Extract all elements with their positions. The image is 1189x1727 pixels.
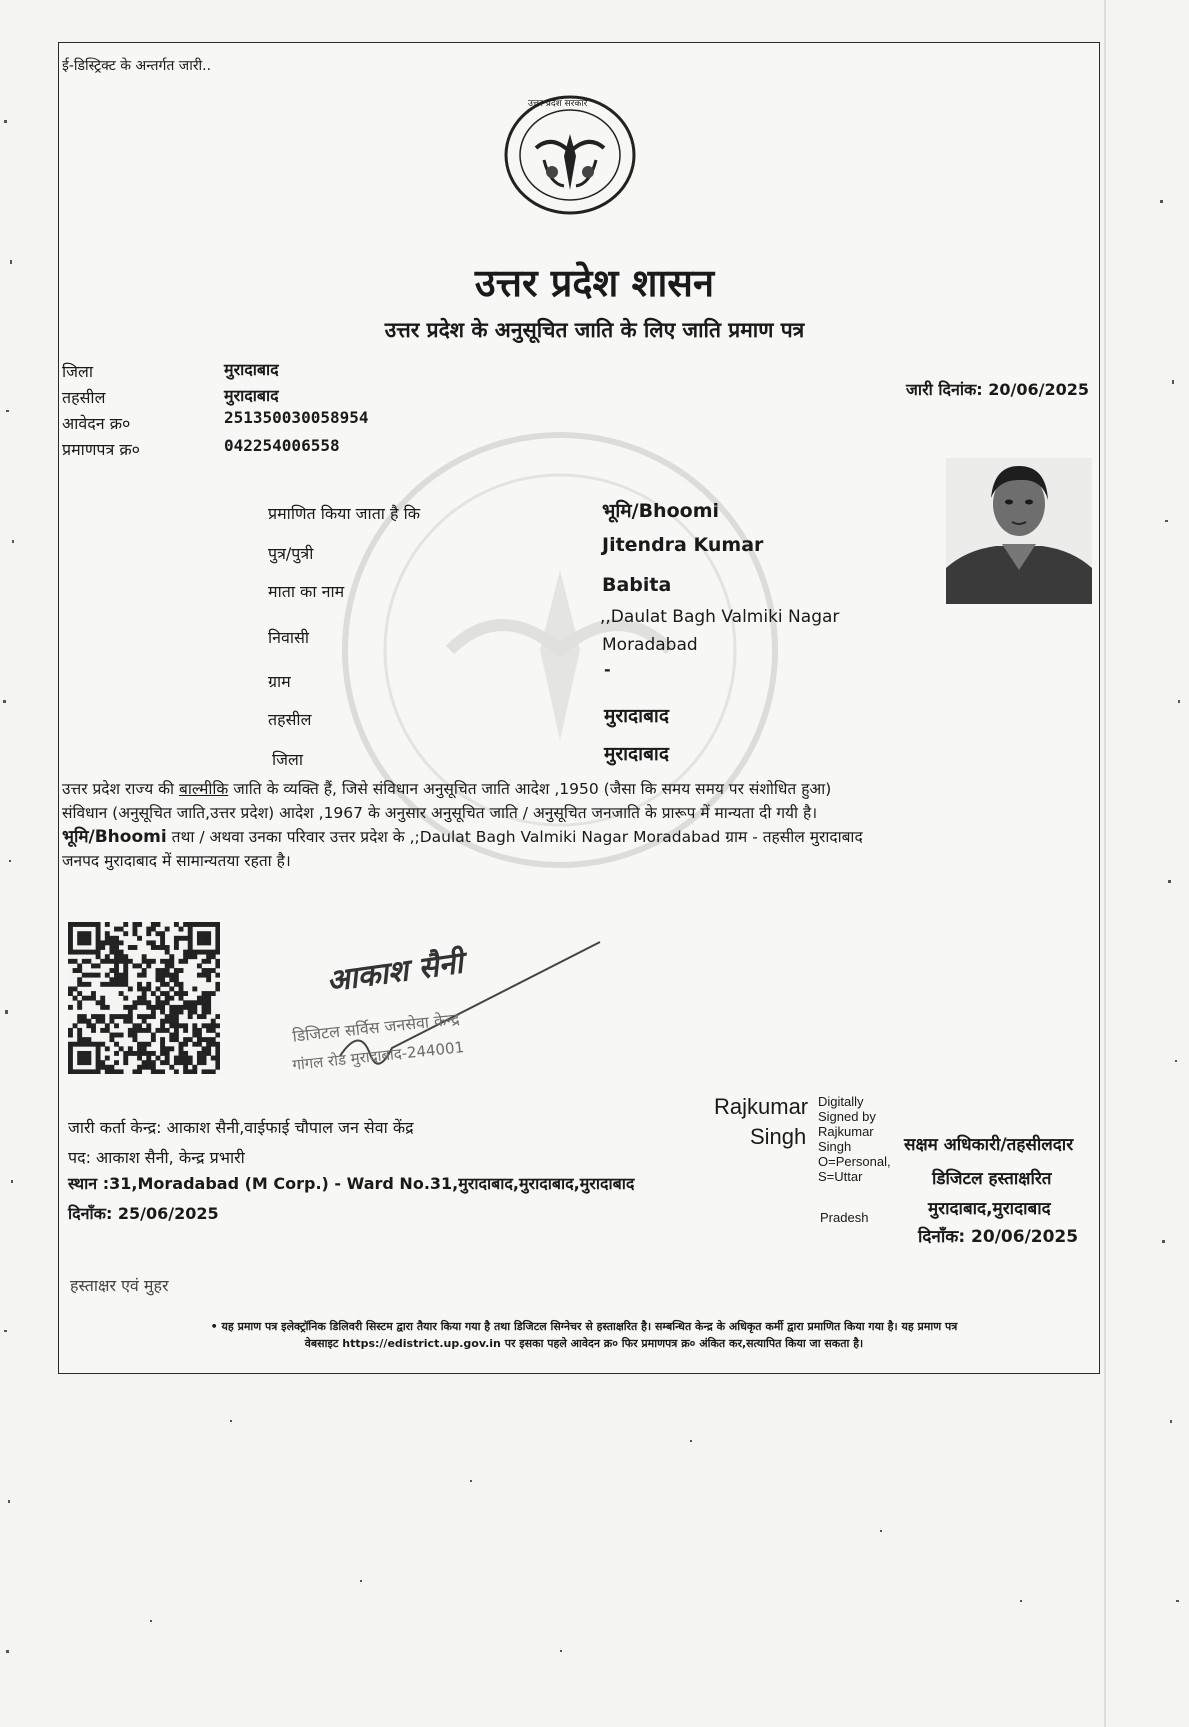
meta-certificate-label: प्रमाणपत्र क्र० xyxy=(62,440,140,459)
holder-name: भूमि/Bhoomi xyxy=(602,500,720,522)
authority-date: दिनाँक: 20/06/2025 xyxy=(918,1227,1079,1247)
dsig-line: O=Personal, xyxy=(818,1154,891,1169)
footer-note-line-1: • यह प्रमाण पत्र इलेक्ट्रॉनिक डिलिवरी सिस्टम द्वारा तैयार किया गया है तथा डिजिटल सिग्नेचर से हस्ताक्षरित है। सम्बन्धित केन्द्र के अधिकृत कर्मी द्वारा प्रमाणित किया गया है। यह प्रमाण पत्र xyxy=(210,1320,958,1333)
statement-part-3: तथा / अथवा उनका परिवार उत्तर प्रदेश के ,;Daulat Bagh Valmiki Nagar Moradabad ग्राम - तहसील मुरादाबाद xyxy=(171,828,863,846)
page-title: उत्तर प्रदेश शासन xyxy=(474,260,715,305)
dsig-line: S=Uttar xyxy=(818,1169,863,1184)
resident-line2: Moradabad xyxy=(602,635,698,655)
issuer-place: स्थान :31,Moradabad (M Corp.) - Ward No.31,मुरादाबाद,मुरादाबाद,मुरादाबाद xyxy=(68,1174,635,1193)
dsig-details xyxy=(818,1094,891,1184)
qr-code[interactable] xyxy=(68,922,220,1074)
statement-part-2: जाति के व्यक्ति हैं, जिसे संविधान अनुसूचित जाति आदेश ,1950 (जैसा कि समय समय पर संशोधित हुआ) xyxy=(233,780,832,798)
dsig-line: Singh xyxy=(818,1139,852,1154)
meta-tehsil-value: मुरादाबाद xyxy=(224,386,279,405)
detail-tehsil-value: मुरादाबाद xyxy=(604,705,669,727)
statement-line-4: जनपद मुरादाबाद में सामान्यतया रहता है। xyxy=(62,852,291,870)
authority-digital: डिजिटल हस्ताक्षरित xyxy=(932,1169,1052,1189)
issued-under-text: ई-डिस्ट्रिक्ट के अन्तर्गत जारी.. xyxy=(62,58,212,74)
village-label: ग्राम xyxy=(268,672,291,691)
detail-tehsil-label: तहसील xyxy=(268,710,312,729)
page-subtitle: उत्तर प्रदेश के अनुसूचित जाति के लिए जाति प्रमाण पत्र xyxy=(384,318,805,342)
footer-note-line-2: वेबसाइट https://edistrict.up.gov.in पर इसका पहले आवेदन क्र० फिर प्रमाणपत्र क्र० अंकित कर,सत्यापित किया जा सकता है। xyxy=(304,1337,864,1350)
detail-district-label: जिला xyxy=(272,750,304,769)
statement-line-2: संविधान (अनुसूचित जाति,उत्तर प्रदेश) आदेश ,1967 के अनुसार अनुसूचित जाति / अनुसूचित जनजाति के प्रारूप में मान्यता दी गयी है। xyxy=(62,804,818,822)
dsig-line: Signed by xyxy=(818,1109,876,1124)
stamp-line-1: डिजिटल सर्विस जनसेवा केन्द्र xyxy=(291,1009,461,1046)
caste-statement xyxy=(62,777,1092,873)
up-government-emblem-icon xyxy=(500,94,640,216)
meta-tehsil-label: तहसील xyxy=(62,388,106,407)
meta-application-value: 251350030058954 xyxy=(224,408,369,427)
statement-holder-name: भूमि/Bhoomi xyxy=(62,827,167,847)
authority-title: सक्षम अधिकारी/तहसीलदार xyxy=(904,1135,1074,1155)
emblem-caption: उत्तर प्रदेश सरकार xyxy=(528,99,588,109)
sign-seal-label: हस्ताक्षर एवं मुहर xyxy=(70,1276,169,1295)
certify-label: प्रमाणित किया जाता है कि xyxy=(268,504,421,523)
dsig-line: Rajkumar xyxy=(818,1124,874,1139)
detail-district-value: मुरादाबाद xyxy=(604,743,669,765)
village-value: - xyxy=(604,660,611,679)
stamp-line-2: गांगल रोड मुरादाबाद-244001 xyxy=(291,1038,465,1074)
handwritten-signature: आकाश सैनी xyxy=(324,945,466,1000)
meta-district-value: मुरादाबाद xyxy=(224,360,279,379)
dsig-name-2: Singh xyxy=(750,1124,807,1149)
footer-note xyxy=(66,1318,1102,1352)
dsig-name-1: Rajkumar xyxy=(714,1094,809,1119)
caste-name: बाल्मीकि xyxy=(178,780,229,798)
authority-place: मुरादाबाद,मुरादाबाद xyxy=(928,1199,1051,1219)
meta-district-label: जिला xyxy=(62,362,94,381)
issue-date: जारी दिनांक: 20/06/2025 xyxy=(906,380,1089,399)
meta-certificate-value: 042254006558 xyxy=(224,436,340,455)
resident-line1: ,,Daulat Bagh Valmiki Nagar xyxy=(600,607,840,627)
statement-part-1: उत्तर प्रदेश राज्य की xyxy=(62,780,175,798)
statement-line-3 xyxy=(62,825,1092,849)
holder-photo xyxy=(946,458,1092,604)
issuer-center: जारी कर्ता केन्द्र: आकाश सैनी,वाईफाई चौपाल जन सेवा केंद्र xyxy=(68,1118,414,1137)
issuer-date: दिनाँक: 25/06/2025 xyxy=(68,1204,219,1223)
father-name: Jitendra Kumar xyxy=(602,534,764,556)
dsig-line-7: Pradesh xyxy=(820,1210,869,1225)
meta-application-label: आवेदन क्र० xyxy=(62,414,131,433)
dsig-line: Digitally xyxy=(818,1094,864,1109)
child-of-label: पुत्र/पुत्री xyxy=(268,544,314,563)
statement-line-1 xyxy=(62,777,1092,801)
issuer-post: पद: आकाश सैनी, केन्द्र प्रभारी xyxy=(68,1148,245,1167)
mother-name: Babita xyxy=(602,574,672,596)
mother-label: माता का नाम xyxy=(268,582,345,601)
resident-label: निवासी xyxy=(268,628,310,647)
